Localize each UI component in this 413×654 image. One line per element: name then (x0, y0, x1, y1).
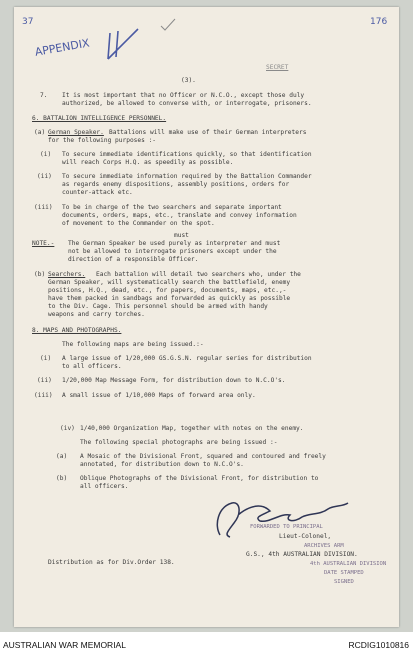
para-line: 1/20,000 Map Message Form, for distribution down to N.C.O's. (62, 377, 286, 384)
item-label: (iii) (34, 204, 53, 211)
para-line: The German Speaker be used purely as interpreter and must (68, 240, 281, 247)
document-page (14, 7, 399, 627)
para-line: to the Div. Cage. This personnel should be armed with handy (48, 303, 268, 310)
item-label: (ii) (37, 377, 52, 384)
para-line: A small issue of 1/10,000 Maps of forward area only. (62, 392, 256, 399)
para-line: 1/40,000 Organization Map, together with notes on the enemy. (80, 425, 304, 432)
para-line: not be allowed to interrogate prisoners except under the (68, 248, 277, 255)
para-line: documents, orders, maps, etc., translate and convey information (62, 212, 297, 219)
page-number-right: 176 (370, 17, 388, 27)
para-line: The following maps are being issued.:- (62, 341, 204, 348)
section-heading: 6. BATTALION INTELLIGENCE PERSONNEL. (32, 115, 167, 122)
appendix-annotation: APPENDIX (33, 36, 91, 59)
archive-name: AUSTRALIAN WAR MEMORIAL (3, 640, 126, 650)
stamp-line: DATE STAMPED (324, 570, 364, 576)
para-line: direction of a responsible Officer. (68, 256, 199, 263)
distribution-note: Distribution as for Div.Order 138. (48, 559, 175, 566)
para-line: A Mosaic of the Divisional Front, squared and contoured and freely (80, 453, 326, 460)
para-line: of movement to the Commander on the spot. (62, 220, 215, 227)
para7-number: 7. (40, 92, 48, 99)
item-label: (iv) (60, 425, 75, 432)
stamp-line: SIGNED (334, 579, 354, 585)
archive-id: RCDIG1010816 (348, 640, 409, 650)
para-line: to all officers. (62, 363, 122, 370)
item-label: (a) (34, 129, 46, 136)
item-label: (b) (56, 475, 68, 482)
para-line: have them packed in sandbags and forwarded as quickly as possible (48, 295, 291, 302)
para7-line: authorized, be allowed to converse with, or interrogate, prisoners. (62, 100, 312, 107)
item-title: German Speaker. (48, 129, 104, 136)
stamp-line: FORWARDED TO PRINCIPAL (250, 524, 323, 530)
archive-footer (0, 632, 413, 654)
item-label: (ii) (37, 173, 52, 180)
item-title: Searchers. (48, 271, 86, 278)
para-line: Battalions will make use of their German interpreters (109, 129, 307, 136)
section-heading: 8. MAPS AND PHOTOGRAPHS. (32, 327, 122, 334)
para-line: weapons and carry torches. (48, 311, 145, 318)
para-line: The following special photographs are being issued :- (80, 439, 278, 446)
para-line: To secure immediate identifications quickly, so that identification (62, 151, 312, 158)
appendix-number-mark (104, 25, 144, 65)
signatory-role: G.S., 4th AUSTRALIAN DIVISION. (246, 551, 358, 558)
para-line: for the following purposes :- (48, 137, 157, 144)
note-label: NOTE.- (32, 240, 55, 247)
stamp-line: 4th AUSTRALIAN DIVISION (310, 561, 387, 567)
para-line: all officers. (80, 483, 129, 490)
para-line: annotated, for distribution down to N.C.O's. (80, 461, 244, 468)
stamp-line: ARCHIVES ARM (304, 543, 344, 549)
classification: SECRET (266, 64, 289, 71)
para-line: Oblique Photographs of the Divisional Front, for distribution to (80, 475, 319, 482)
item-label: (i) (40, 355, 52, 362)
para-line: German Speaker, will systematically search the battlefield, enemy (48, 279, 291, 286)
para-line: counter-attack etc. (62, 189, 133, 196)
para-line: A large issue of 1/20,000 GS.G.S.N. regular series for distribution (62, 355, 312, 362)
item-label: (b) (34, 271, 46, 278)
para-line: positions, H.Q., dead, etc., for papers, documents, maps, etc.,- (48, 287, 287, 294)
para-line: as regards enemy dispositions, assembly positions, orders for (62, 181, 290, 188)
para-line: will reach Corps H.Q. as speedily as possible. (62, 159, 234, 166)
check-mark (159, 17, 179, 33)
inserted-word: must (174, 232, 189, 239)
para-line: Each battalion will detail two searchers who, under the (96, 271, 301, 278)
item-label: (i) (40, 151, 52, 158)
para7-line: It is most important that no Officer or N.C.O., except those duly (62, 92, 305, 99)
para-line: To be in charge of the two searchers and separate important (62, 204, 282, 211)
item-label: (iii) (34, 392, 53, 399)
page-mark: (3). (181, 77, 196, 84)
page-number-left: 37 (22, 17, 34, 27)
signatory-rank: Lieut-Colonel, (279, 533, 332, 540)
para-line: To secure immediate information required by the Battalion Commander (62, 173, 312, 180)
item-label: (a) (56, 453, 68, 460)
